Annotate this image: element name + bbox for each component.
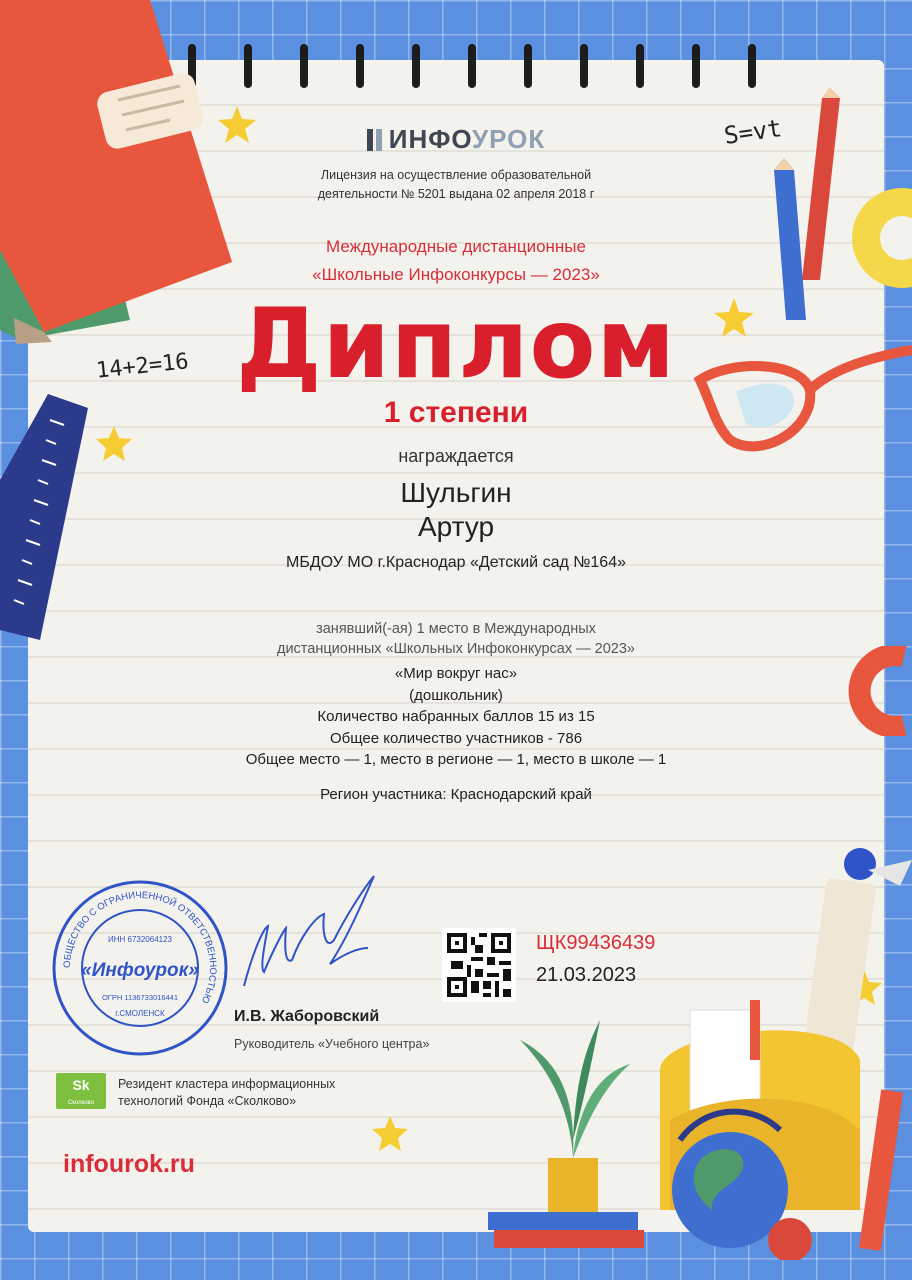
diploma-title: Диплом (236, 288, 676, 400)
participant-region: Регион участника: Краснодарский край (320, 786, 592, 803)
company-stamp (50, 878, 230, 1058)
formula-sum: 14+2=16 (94, 349, 190, 384)
star-icon (370, 1114, 410, 1154)
diploma-degree: 1 степени (383, 396, 529, 429)
awarded-label: награждается (398, 446, 514, 466)
skolkovo-logo: Sk Сколково (56, 1073, 106, 1109)
certificate-date: 21.03.2023 (536, 964, 637, 986)
svg-text:ОБЩЕСТВО С ОГРАНИЧЕННОЙ ОТВЕТС: ОБЩЕСТВО С ОГРАНИЧЕННОЙ ОТВЕТСТВЕННОСТЬЮ (61, 889, 219, 1005)
svg-text:г.СМОЛЕНСК: г.СМОЛЕНСК (115, 1009, 165, 1018)
signer-role: Руководитель «Учебного центра» (234, 1037, 430, 1051)
result-details: «Мир вокруг нас» (дошкольник) Количество набранных баллов 15 из 15 Общее количество участников - 786 Общее место — 1, место в регионе — 1, место в школе — 1 (245, 665, 667, 768)
license-text: Лицензия на осуществление образовательной деятельности № 5201 выдана 02 апреля 2018 г (317, 168, 595, 201)
svg-text:ИНН 6732064123: ИНН 6732064123 (107, 935, 173, 944)
skolkovo-resident-text: Резидент кластера информационных технологий Фонда «Сколково» (118, 1077, 336, 1108)
contest-title: Международные дистанционные «Школьные Инфоконкурсы — 2023» (312, 237, 600, 284)
signature (234, 868, 384, 998)
infourok-logo-icon (367, 129, 385, 151)
certificate-code: ЩК99436439 (536, 932, 656, 954)
svg-text:«Инфоурок»: «Инфоурок» (81, 960, 199, 981)
achievement-text: занявший(-ая) 1 место в Международных дистанционных «Школьных Инфоконкурсах — 2023» (277, 621, 635, 657)
school-supplies-illustration (480, 840, 912, 1260)
recipient-name: Шульгин Артур (400, 477, 512, 542)
formula-svt: S=vt (722, 114, 784, 150)
school-name: МБДОУ МО г.Краснодар «Детский сад №164» (286, 554, 626, 571)
website-link[interactable]: infourok.ru (63, 1150, 195, 1178)
signer-name: И.В. Жаборовский (234, 1008, 380, 1025)
svg-text:ОГРН 1136733016441: ОГРН 1136733016441 (101, 993, 179, 1002)
infourok-logo: ИНФОУРОК (0, 124, 912, 155)
